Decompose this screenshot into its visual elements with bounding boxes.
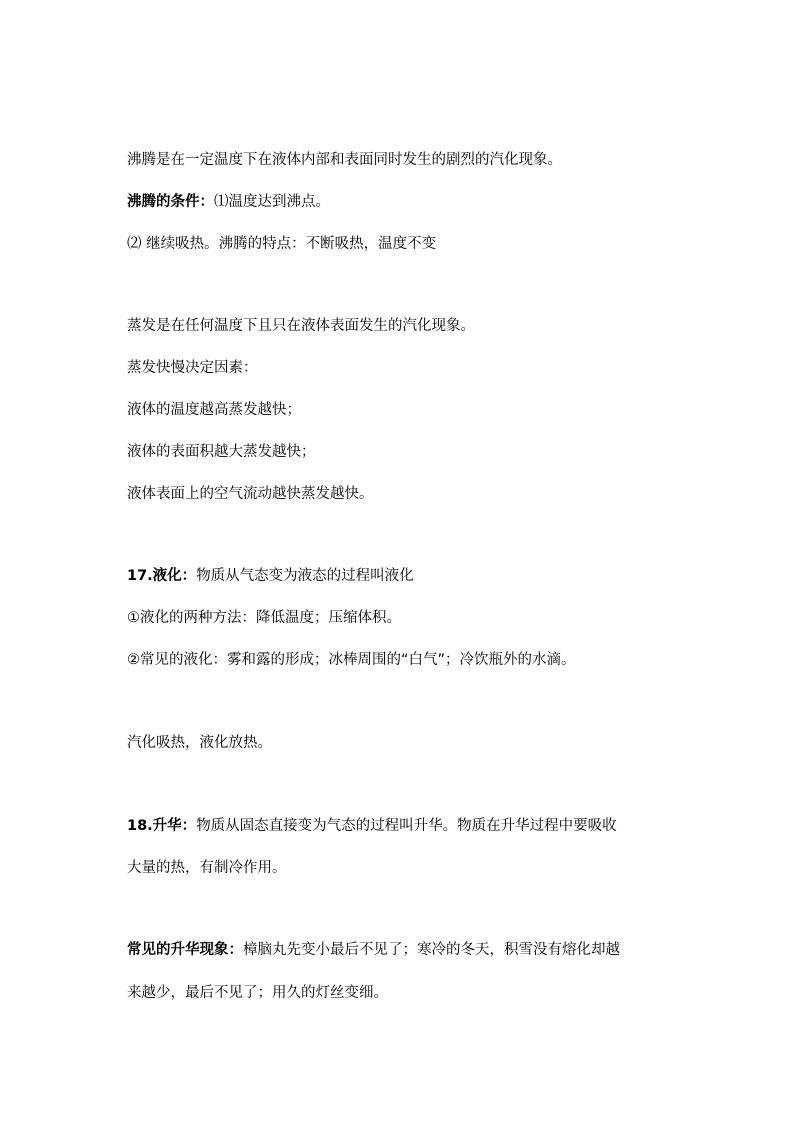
sublimation-definition-part1: 物质从固态直接变为气态的过程叫升华。物质在升华过程中要吸收 [196,818,617,834]
sublimation-phenomena-part1: 樟脑丸先变小最后不见了；寒冷的冬天，积雪没有熔化却越 [243,942,620,958]
evaporation-factor-3-text: 液体表面上的空气流动越快蒸发越快。 [127,486,374,502]
sublimation-phenomena-line [127,940,620,960]
boiling-definition-text: 沸腾是在一定温度下在液体内部和表面同时发生的剧烈的汽化现象。 [127,152,562,168]
liquefaction-heading: 17.液化： [127,568,197,584]
evaporation-factor-1-text: 液体的温度越高蒸发越快； [127,402,301,418]
boiling-condition-2-line [127,234,436,254]
sublimation-heading: 18.升华： [127,818,197,834]
sublimation-definition-line-2 [127,858,287,878]
sublimation-phenomena-part2: 来越少，最后不见了；用久的灯丝变细。 [127,985,388,1001]
liquefaction-examples-text: ②常见的液化：雾和露的形成；冰棒周围的“白气”；冷饮瓶外的水滴。 [127,652,576,668]
liquefaction-examples [127,650,576,670]
sublimation-heading-line [127,816,617,836]
liquefaction-methods-text: ①液化的两种方法：降低温度；压缩体积。 [127,610,401,626]
boiling-condition-1: ⑴温度达到沸点。 [214,194,330,210]
boiling-definition [127,150,562,170]
liquefaction-heat-note-text: 汽化吸热，液化放热。 [127,735,272,751]
liquefaction-methods [127,608,401,628]
sublimation-definition-part2: 大量的热，有制冷作用。 [127,860,287,876]
sublimation-phenomena-line-2 [127,983,388,1003]
sublimation-phenomena-label: 常见的升华现象： [127,942,243,958]
boiling-condition-2: ⑵ 继续吸热。沸腾的特点：不断吸热，温度不变 [127,236,437,252]
evaporation-factor-2 [127,442,316,462]
evaporation-factor-2-text: 液体的表面积越大蒸发越快； [127,444,316,460]
boiling-conditions [127,192,330,212]
liquefaction-heat-note [127,733,272,753]
liquefaction-heading-line [127,566,414,586]
evaporation-factors-title [127,358,258,378]
evaporation-definition-text: 蒸发是在任何温度下且只在液体表面发生的汽化现象。 [127,318,475,334]
boiling-conditions-label: 沸腾的条件： [127,194,214,210]
liquefaction-definition: 物质从气态变为液态的过程叫液化 [196,568,414,584]
evaporation-factor-3 [127,484,374,504]
evaporation-factor-1 [127,400,301,420]
evaporation-factors-title-text: 蒸发快慢决定因素： [127,360,258,376]
evaporation-definition [127,316,475,336]
